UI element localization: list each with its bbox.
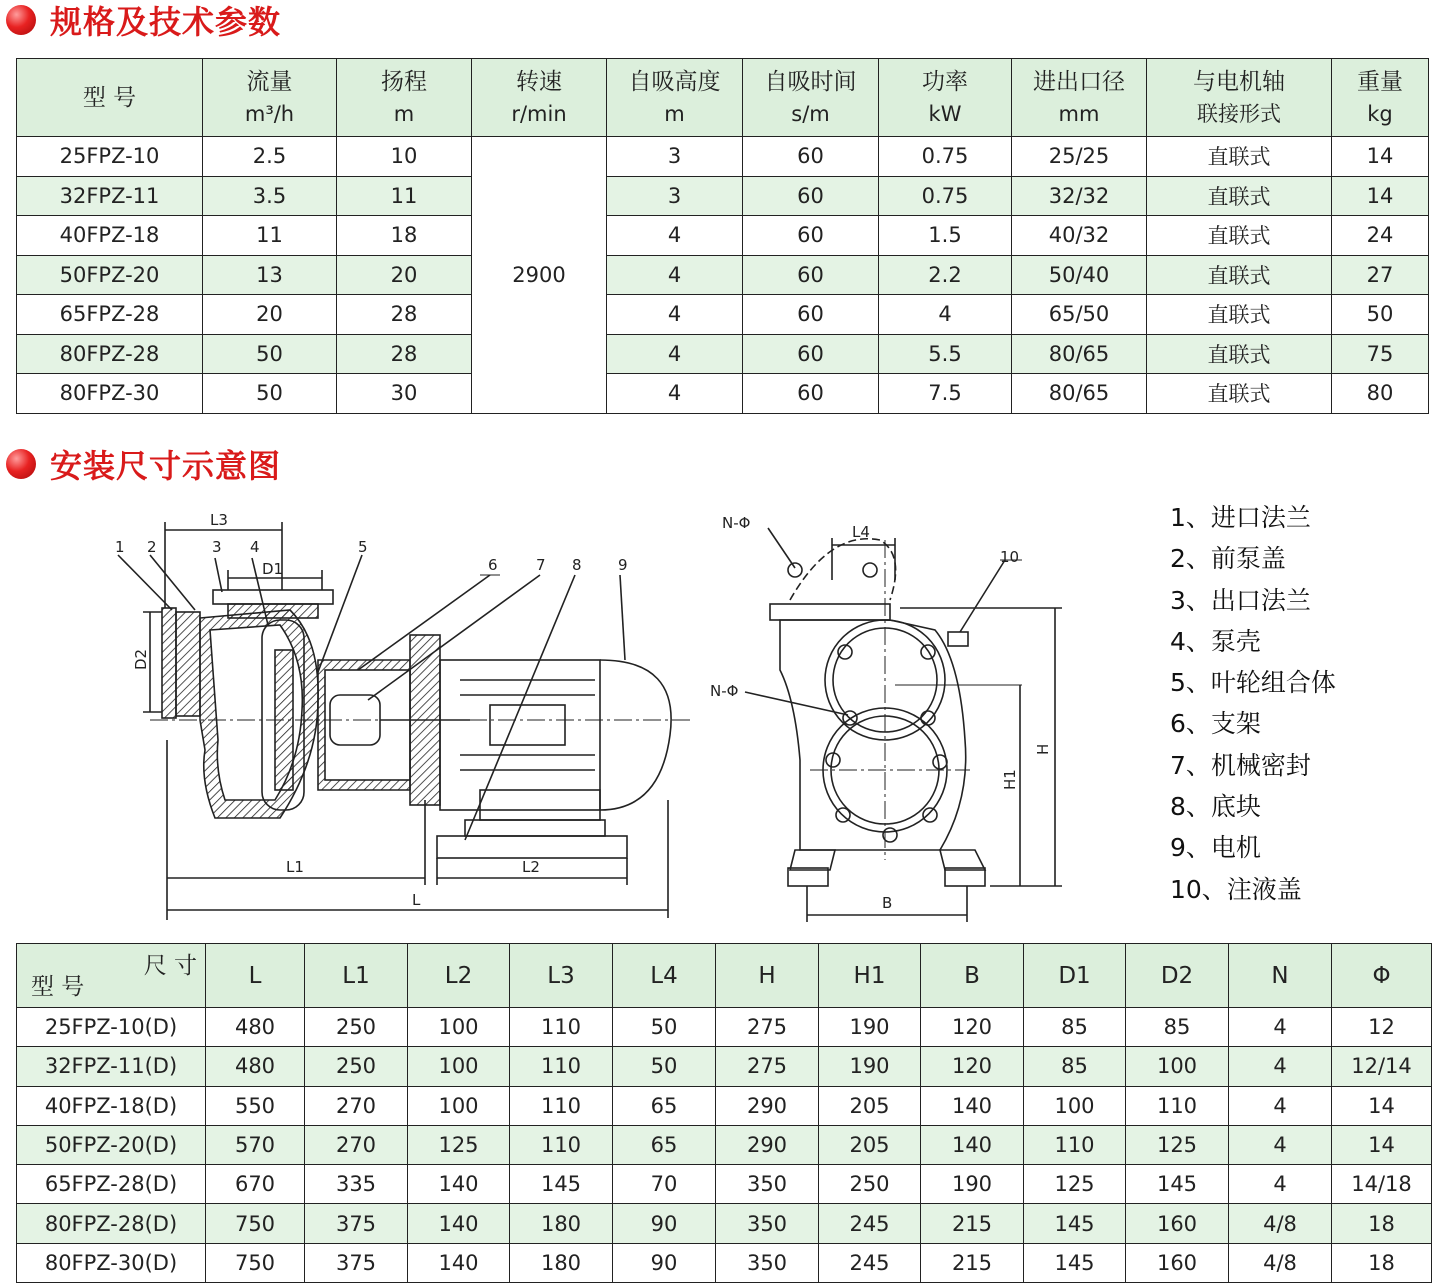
dim-cell-value: 90 (613, 1243, 716, 1282)
corner-top-label: 尺 寸 (143, 953, 197, 979)
spec-header-coupling: 与电机轴 联接形式 (1147, 59, 1332, 137)
dim-cell-value: 12 (1332, 1008, 1432, 1047)
spec-cell-weight: 14 (1332, 176, 1429, 216)
spec-cell-power: 7.5 (879, 374, 1012, 414)
dim-header-h1: H1 (819, 944, 921, 1008)
spec-header-suction-height: 自吸高度 m (607, 59, 743, 137)
spec-header-weight: 重量 kg (1332, 59, 1429, 137)
dim-cell-value: 335 (305, 1165, 408, 1204)
spec-cell-model: 80FPZ-28 (17, 334, 203, 374)
dim-header-h: H (716, 944, 819, 1008)
dim-cell-value: 4 (1229, 1165, 1332, 1204)
spec-cell-head: 10 (337, 137, 472, 177)
parts-list (1170, 500, 1430, 913)
dim-cell-value: 750 (206, 1243, 305, 1282)
dim-l1-label: L1 (286, 858, 304, 876)
corner-bottom-label: 型 号 (31, 974, 85, 1000)
spec-cell-power: 5.5 (879, 334, 1012, 374)
dim-cell-value: 110 (510, 1125, 613, 1164)
dim-cell-value: 180 (510, 1243, 613, 1282)
spec-cell-weight: 14 (1332, 137, 1429, 177)
spec-cell-weight: 50 (1332, 295, 1429, 335)
dim-cell-value: 145 (1024, 1243, 1126, 1282)
dim-cell-value: 180 (510, 1204, 613, 1243)
dim-cell-value: 140 (408, 1243, 510, 1282)
spec-table (16, 58, 1429, 414)
spec-cell-head: 28 (337, 295, 472, 335)
spec-cell-suction-height: 4 (607, 216, 743, 256)
spec-cell-suction-height: 3 (607, 176, 743, 216)
callout-3: 3 (212, 538, 222, 556)
installation-drawing (0, 500, 1140, 930)
dim-header-l: L (206, 944, 305, 1008)
dim-cell-value: 110 (1126, 1086, 1229, 1125)
spec-cell-power: 0.75 (879, 176, 1012, 216)
dim-cell-value: 270 (305, 1086, 408, 1125)
dim-cell-value: 480 (206, 1047, 305, 1086)
dim-cell-value: 570 (206, 1125, 305, 1164)
dim-cell-value: 190 (819, 1008, 921, 1047)
spec-cell-suction-time: 60 (743, 216, 879, 256)
spec-cell-model: 65FPZ-28 (17, 295, 203, 335)
spec-cell-power: 0.75 (879, 137, 1012, 177)
spec-table-row (17, 255, 1429, 295)
dim-table-row (17, 1047, 1432, 1086)
spec-section-title (6, 0, 281, 40)
spec-cell-suction-time: 60 (743, 295, 879, 335)
dim-cell-value: 145 (1024, 1204, 1126, 1243)
dim-cell-value: 110 (510, 1086, 613, 1125)
dim-table-row (17, 1086, 1432, 1125)
spec-header-suction-time: 自吸时间 s/m (743, 59, 879, 137)
dim-cell-value: 160 (1126, 1243, 1229, 1282)
dim-cell-value: 160 (1126, 1204, 1229, 1243)
spec-header-flow: 流量 m³/h (203, 59, 337, 137)
spec-table-row (17, 216, 1429, 256)
spec-cell-weight: 75 (1332, 334, 1429, 374)
spec-cell-coupling: 直联式 (1147, 374, 1332, 414)
dim-l2-label: L2 (522, 858, 540, 876)
dim-cell-value: 100 (408, 1047, 510, 1086)
section-title-text: 规格及技术参数 (50, 3, 282, 41)
spec-cell-coupling: 直联式 (1147, 255, 1332, 295)
dim-b-label: B (882, 894, 893, 912)
dim-header-d2: D2 (1126, 944, 1229, 1008)
spec-cell-suction-height: 4 (607, 374, 743, 414)
dim-cell-value: 90 (613, 1204, 716, 1243)
spec-cell-diameter: 40/32 (1012, 216, 1147, 256)
callout-1: 1 (115, 538, 125, 556)
dim-cell-value: 245 (819, 1204, 921, 1243)
dim-cell-value: 480 (206, 1008, 305, 1047)
spec-header-head: 扬程 m (337, 59, 472, 137)
dim-cell-value: 145 (1126, 1165, 1229, 1204)
dim-cell-value: 50 (613, 1008, 716, 1047)
dim-cell-value: 125 (408, 1125, 510, 1164)
dim-cell-value: 375 (305, 1204, 408, 1243)
red-bullet-icon (6, 449, 36, 479)
spec-cell-flow: 11 (203, 216, 337, 256)
dim-cell-value: 4/8 (1229, 1204, 1332, 1243)
parts-list-item: 8、底块 (1170, 792, 1261, 822)
dim-header-corner (17, 944, 206, 1008)
spec-cell-suction-time: 60 (743, 334, 879, 374)
dim-cell-value: 205 (819, 1125, 921, 1164)
dim-header-l4: L4 (613, 944, 716, 1008)
callout-5: 5 (358, 538, 368, 556)
callout-4: 4 (250, 538, 260, 556)
dim-cell-value: 14 (1332, 1086, 1432, 1125)
dim-header-b: B (921, 944, 1024, 1008)
spec-cell-model: 32FPZ-11 (17, 176, 203, 216)
spec-cell-diameter: 25/25 (1012, 137, 1147, 177)
dim-cell-value: 18 (1332, 1243, 1432, 1282)
parts-list-item: 10、注液盖 (1170, 874, 1302, 904)
red-bullet-icon (6, 5, 36, 35)
dim-cell-value: 190 (921, 1165, 1024, 1204)
dim-h-label: H (1034, 743, 1052, 755)
dim-cell-value: 18 (1332, 1204, 1432, 1243)
dim-l-label: L (412, 891, 421, 909)
dim-cell-value: 65 (613, 1086, 716, 1125)
motor-shape (440, 660, 600, 810)
spec-cell-model: 25FPZ-10 (17, 137, 203, 177)
spec-cell-suction-time: 60 (743, 255, 879, 295)
dim-d1-label: D1 (262, 560, 284, 578)
spec-cell-weight: 24 (1332, 216, 1429, 256)
dim-cell-value: 4 (1229, 1008, 1332, 1047)
dim-cell-value: 50 (613, 1047, 716, 1086)
dim-cell-value: 100 (1126, 1047, 1229, 1086)
dim-cell-value: 250 (305, 1047, 408, 1086)
spec-cell-suction-height: 4 (607, 255, 743, 295)
spec-header-model: 型 号 (17, 59, 203, 137)
spec-cell-diameter: 80/65 (1012, 334, 1147, 374)
dim-cell-value: 750 (206, 1204, 305, 1243)
spec-cell-suction-height: 4 (607, 295, 743, 335)
dim-cell-value: 270 (305, 1125, 408, 1164)
spec-cell-head: 18 (337, 216, 472, 256)
spec-cell-suction-time: 60 (743, 374, 879, 414)
dim-cell-value: 250 (305, 1008, 408, 1047)
dim-cell-value: 65 (613, 1125, 716, 1164)
dim-l3-label: L3 (210, 511, 228, 529)
dim-table-row (17, 1243, 1432, 1282)
dim-cell-value: 12/14 (1332, 1047, 1432, 1086)
dim-cell-model: 50FPZ-20(D) (17, 1125, 206, 1164)
dim-l4-label: L4 (852, 523, 870, 541)
dim-cell-value: 100 (408, 1086, 510, 1125)
section-title-text: 安装尺寸示意图 (50, 447, 282, 485)
dim-cell-model: 25FPZ-10(D) (17, 1008, 206, 1047)
callout-2: 2 (147, 538, 157, 556)
dim-cell-value: 120 (921, 1047, 1024, 1086)
spec-cell-suction-height: 3 (607, 137, 743, 177)
dim-cell-value: 350 (716, 1165, 819, 1204)
dim-cell-value: 245 (819, 1243, 921, 1282)
spec-cell-flow: 13 (203, 255, 337, 295)
callout-7: 7 (536, 556, 546, 574)
spec-cell-weight: 80 (1332, 374, 1429, 414)
dim-cell-value: 85 (1024, 1047, 1126, 1086)
dim-cell-value: 110 (510, 1008, 613, 1047)
dim-cell-value: 215 (921, 1243, 1024, 1282)
spec-table-row (17, 176, 1429, 216)
dim-cell-value: 145 (510, 1165, 613, 1204)
dim-cell-value: 85 (1126, 1008, 1229, 1047)
dim-cell-value: 350 (716, 1243, 819, 1282)
spec-cell-flow: 3.5 (203, 176, 337, 216)
drawing-section-title (6, 444, 281, 484)
dim-cell-value: 70 (613, 1165, 716, 1204)
spec-cell-head: 11 (337, 176, 472, 216)
spec-cell-diameter: 80/65 (1012, 374, 1147, 414)
callout-10: 10 (1000, 548, 1020, 566)
spec-cell-coupling: 直联式 (1147, 216, 1332, 256)
callout-6: 6 (488, 556, 498, 574)
parts-list-item: 5、叶轮组合体 (1170, 668, 1336, 698)
dim-cell-value: 4 (1229, 1125, 1332, 1164)
spec-header-power: 功率 kW (879, 59, 1012, 137)
spec-cell-speed: 2900 (472, 137, 607, 414)
dim-cell-value: 375 (305, 1243, 408, 1282)
dim-cell-model: 40FPZ-18(D) (17, 1086, 206, 1125)
dim-cell-value: 290 (716, 1125, 819, 1164)
dim-cell-value: 140 (408, 1165, 510, 1204)
spec-cell-model: 40FPZ-18 (17, 216, 203, 256)
spec-table-row (17, 295, 1429, 335)
dim-cell-value: 215 (921, 1204, 1024, 1243)
callout-9: 9 (618, 556, 628, 574)
dim-table-row (17, 1125, 1432, 1164)
parts-list-item: 6、支架 (1170, 709, 1261, 739)
spec-cell-diameter: 50/40 (1012, 255, 1147, 295)
dimension-table (16, 943, 1432, 1283)
spec-cell-coupling: 直联式 (1147, 137, 1332, 177)
inlet-flange-shape (162, 608, 176, 718)
parts-list-item: 1、进口法兰 (1170, 503, 1311, 532)
spec-cell-power: 4 (879, 295, 1012, 335)
dim-header-n: N (1229, 944, 1332, 1008)
spec-cell-flow: 20 (203, 295, 337, 335)
dim-cell-value: 290 (716, 1086, 819, 1125)
dim-nphi-side-label: N-Φ (710, 682, 739, 700)
dim-d2-label: D2 (132, 648, 150, 670)
dim-cell-value: 205 (819, 1086, 921, 1125)
dim-table-row (17, 1204, 1432, 1243)
dim-header-row (17, 944, 1432, 1008)
spec-cell-flow: 2.5 (203, 137, 337, 177)
dim-cell-value: 250 (819, 1165, 921, 1204)
dim-table-row (17, 1008, 1432, 1047)
dim-cell-value: 140 (408, 1204, 510, 1243)
dim-cell-value: 550 (206, 1086, 305, 1125)
outlet-flange-shape (213, 590, 333, 604)
parts-list-item: 4、泵壳 (1170, 626, 1261, 656)
dim-header-l3: L3 (510, 944, 613, 1008)
spec-cell-head: 20 (337, 255, 472, 295)
dim-cell-model: 32FPZ-11(D) (17, 1047, 206, 1086)
dim-cell-value: 140 (921, 1086, 1024, 1125)
parts-list-item: 9、电机 (1170, 833, 1261, 863)
spec-cell-head: 28 (337, 334, 472, 374)
spec-cell-power: 2.2 (879, 255, 1012, 295)
dim-header-phi: Φ (1332, 944, 1432, 1008)
dim-cell-value: 85 (1024, 1008, 1126, 1047)
dim-cell-value: 350 (716, 1204, 819, 1243)
spec-cell-diameter: 32/32 (1012, 176, 1147, 216)
dim-cell-value: 100 (1024, 1086, 1126, 1125)
spec-cell-weight: 27 (1332, 255, 1429, 295)
spec-table-row (17, 137, 1429, 177)
spec-cell-coupling: 直联式 (1147, 176, 1332, 216)
dim-header-d1: D1 (1024, 944, 1126, 1008)
parts-list-item: 3、出口法兰 (1170, 585, 1311, 615)
dim-cell-value: 140 (921, 1125, 1024, 1164)
dim-cell-value: 110 (510, 1047, 613, 1086)
dim-table-row (17, 1165, 1432, 1204)
spec-table-row (17, 374, 1429, 414)
dim-header-l1: L1 (305, 944, 408, 1008)
dim-cell-value: 125 (1024, 1165, 1126, 1204)
spec-cell-coupling: 直联式 (1147, 295, 1332, 335)
dim-cell-value: 120 (921, 1008, 1024, 1047)
dim-cell-value: 125 (1126, 1125, 1229, 1164)
spec-cell-coupling: 直联式 (1147, 334, 1332, 374)
spec-header-speed: 转速 r/min (472, 59, 607, 137)
dim-cell-model: 80FPZ-30(D) (17, 1243, 206, 1282)
spec-cell-suction-time: 60 (743, 176, 879, 216)
front-outlet-flange-shape (770, 604, 890, 620)
dim-cell-value: 275 (716, 1047, 819, 1086)
dim-cell-value: 110 (1024, 1125, 1126, 1164)
spec-cell-diameter: 65/50 (1012, 295, 1147, 335)
spec-cell-model: 50FPZ-20 (17, 255, 203, 295)
spec-header-diameter: 进出口径 mm (1012, 59, 1147, 137)
spec-cell-power: 1.5 (879, 216, 1012, 256)
dim-cell-value: 275 (716, 1008, 819, 1047)
dim-cell-value: 14 (1332, 1125, 1432, 1164)
dim-cell-model: 65FPZ-28(D) (17, 1165, 206, 1204)
dim-header-l2: L2 (408, 944, 510, 1008)
spec-cell-flow: 50 (203, 334, 337, 374)
dim-nphi-top-label: N-Φ (722, 514, 751, 532)
spec-header-row (17, 59, 1429, 137)
dim-cell-value: 4 (1229, 1047, 1332, 1086)
dim-cell-value: 670 (206, 1165, 305, 1204)
dim-cell-value: 14/18 (1332, 1165, 1432, 1204)
dim-cell-value: 4 (1229, 1086, 1332, 1125)
spec-cell-flow: 50 (203, 374, 337, 414)
dim-cell-model: 80FPZ-28(D) (17, 1204, 206, 1243)
spec-cell-head: 30 (337, 374, 472, 414)
dim-cell-value: 100 (408, 1008, 510, 1047)
dim-cell-value: 4/8 (1229, 1243, 1332, 1282)
spec-cell-suction-time: 60 (743, 137, 879, 177)
parts-list-item: 2、前泵盖 (1170, 544, 1286, 574)
spec-cell-suction-height: 4 (607, 334, 743, 374)
dim-cell-value: 190 (819, 1047, 921, 1086)
spec-cell-model: 80FPZ-30 (17, 374, 203, 414)
dim-h1-label: H1 (1001, 769, 1019, 790)
callout-8: 8 (572, 556, 582, 574)
parts-list-item: 7、机械密封 (1170, 750, 1311, 780)
spec-table-row (17, 334, 1429, 374)
